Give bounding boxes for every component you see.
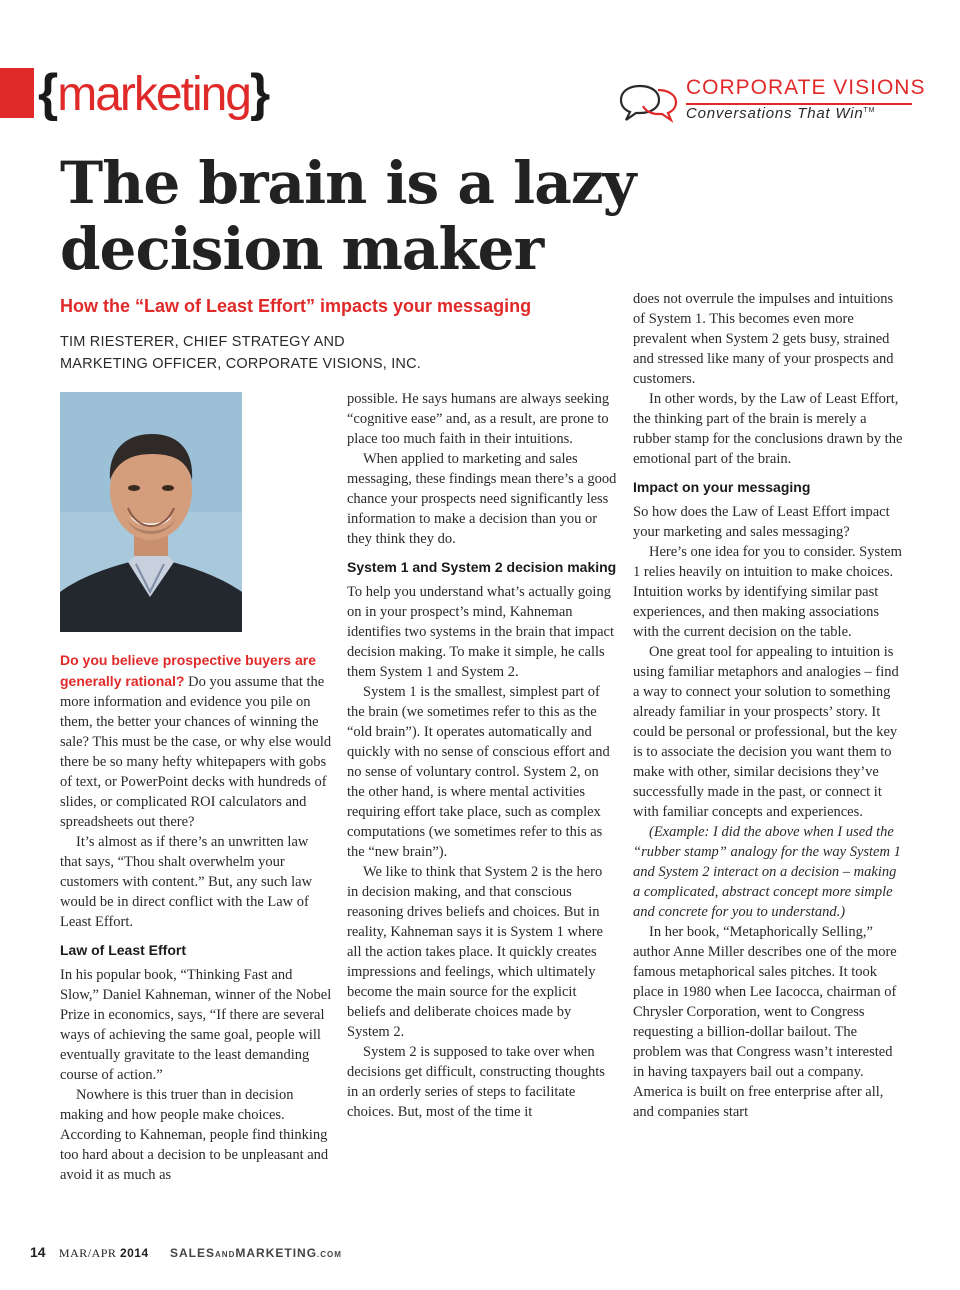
corporate-visions-logo bbox=[618, 76, 926, 136]
site-part-com: .COM bbox=[317, 1250, 342, 1259]
col3-paragraph-7: In her book, “Metaphorically Selling,” author Anne Miller describes one of the more famous metaphorical sales pitches. It took place in 1980 when Lee Iacocca, chairman of Chrysler Corporation, went to Congress requesting a billion-dollar bailout. The problem was that Congress wasn’t interested in having taxpayers bail out a company. America is built on free enterprise after all, and companies start bbox=[633, 924, 897, 1120]
site-part-marketing: MARKETING bbox=[235, 1246, 318, 1260]
intro-body: Do you assume that the more information and evidence you pile on them, the better your chances of winning the sale? This must be the case, or why else would there be so many hefty whitepapers with gobs of text, or PowerPoint decks with hundreds of slides, or complicated ROI calculators and spreadsheets out there? bbox=[60, 674, 332, 830]
logo-brand-text: CORPORATE VISIONS bbox=[686, 76, 926, 99]
col2-paragraph-4: System 1 is the smallest, simplest part of the brain (we sometimes refer to this as the “old brain”). It operates automatically and quickly with no sense of conscious effort and no sense of voluntary control. System 2, on the other hand, is where mental activities requiring effort take place, such as complex computations (we sometimes refer to this as the “new brain”). bbox=[347, 684, 610, 860]
site-part-sales: SALES bbox=[170, 1246, 216, 1260]
site-part-and: AND bbox=[215, 1250, 236, 1259]
byline-line-1: TIM RIESTERER, CHIEF STRATEGY AND bbox=[60, 334, 345, 350]
trademark-mark: TM bbox=[863, 107, 876, 114]
section-label bbox=[38, 58, 269, 130]
article-column-2 bbox=[347, 389, 617, 1122]
intro-paragraph bbox=[60, 650, 332, 832]
col2-paragraph-1: possible. He says humans are always seeking “cognitive ease” and, as a result, are prone to place too much faith in their intuitions. bbox=[347, 391, 610, 447]
issue-date bbox=[59, 1246, 149, 1260]
col2-paragraph-6: System 2 is supposed to take over when decisions get difficult, constructing thoughts in an orderly series of steps to facilitate choices. But, most of the time it bbox=[347, 1044, 605, 1120]
col1-paragraph-3: In his popular book, “Thinking Fast and Slow,” Daniel Kahneman, winner of the Nobel Prize in economics, says, “If there are several ways of achieving the same goal, people will eventually gravitate to the least demanding course of action.” bbox=[60, 967, 332, 1083]
col2-paragraph-2: When applied to marketing and sales messaging, these findings mean there’s a good chance your prospects need significantly less information to make a decision than you or they think they do. bbox=[347, 451, 617, 547]
logo-tagline bbox=[686, 105, 875, 122]
col2-paragraph-5: We like to think that System 2 is the hero in decision making, and that conscious reasoning drives beliefs and choices. But in reality, Kahneman says it is System 1 where all the action takes place. It quickly creates impressions and feelings, which ultimately become the main source for the explicit beliefs and deliberate choices made by System 2. bbox=[347, 864, 603, 1040]
col3-paragraph-4: Here’s one idea for you to consider. System 1 relies heavily on intuition to make choices. Intuition works by identifying similar past experiences, and then making associations with the current decision on the table. bbox=[633, 544, 902, 640]
article-headline: The brain is a lazy decision maker bbox=[60, 149, 636, 283]
impact-on-messaging-heading: Impact on your messaging bbox=[633, 479, 811, 495]
portrait-illustration bbox=[60, 392, 242, 632]
col1-paragraph-2: It’s almost as if there’s an unwritten law that says, “Thou shalt overwhelm your customers with content.” But, any such law would be in direct conflict with the Law of Least Effort. bbox=[60, 834, 313, 930]
issue-month: MAR/APR bbox=[58, 1246, 117, 1260]
col3-paragraph-2: In other words, by the Law of Least Effort, the thinking part of the brain is merely a rubber stamp for the conclusions drawn by the emotional part of the brain. bbox=[633, 391, 903, 467]
page-number: 14 bbox=[30, 1244, 46, 1260]
speech-bubbles-icon bbox=[618, 80, 680, 124]
col3-paragraph-5: One great tool for appealing to intuition is using familiar metaphors and analogies – find a way to connect your solution to something already familiar in your prospects’ story. It could be personal or professional, but the key is to associate the decision you want them to make with other, similar decisions they’ve successfully made in the past, or connect it with familiar concepts and experiences. bbox=[633, 644, 899, 820]
byline-line-2: MARKETING OFFICER, CORPORATE VISIONS, INC. bbox=[60, 356, 421, 372]
law-of-least-effort-heading: Law of Least Effort bbox=[60, 942, 187, 958]
article-subhead: How the “Law of Least Effort” impacts your messaging bbox=[60, 296, 532, 316]
article-column-3 bbox=[633, 289, 905, 1122]
article-column-1 bbox=[60, 650, 332, 1185]
intro-lead-question: Do you believe prospective buyers are generally rational? bbox=[60, 652, 316, 689]
page-footer bbox=[30, 1244, 342, 1261]
left-brace: { bbox=[38, 64, 58, 122]
publication-site bbox=[170, 1246, 342, 1260]
section-tab-bar bbox=[0, 68, 34, 118]
tagline-text: Conversations That Win bbox=[686, 105, 864, 122]
section-word: marketing bbox=[57, 68, 250, 121]
author-byline bbox=[60, 331, 620, 375]
col3-example-paragraph: (Example: I did the above when I used the “rubber stamp” analogy for the way System 1 and System 2 interact on a decision – making a complicated, abstract concept more simple and concrete for you to understand.) bbox=[633, 824, 901, 920]
col1-paragraph-4: Nowhere is this truer than in decision making and how people make choices. According to Kahneman, people find thinking too hard about a decision to be unpleasant and avoid it as much as bbox=[60, 1087, 329, 1183]
col3-paragraph-3: So how does the Law of Least Effort impact your marketing and sales messaging? bbox=[633, 504, 890, 540]
col2-paragraph-3: To help you understand what’s actually going on in your prospect’s mind, Kahneman identifies two systems in the brain that impact decision making. To make it simple, he calls them System 1 and System 2. bbox=[347, 584, 614, 680]
system-1-system-2-heading: System 1 and System 2 decision making bbox=[347, 559, 617, 575]
author-photo bbox=[60, 392, 242, 632]
right-brace: } bbox=[250, 64, 270, 122]
issue-year: 2014 bbox=[119, 1246, 149, 1260]
col3-paragraph-1: does not overrule the impulses and intuitions of System 1. This becomes even more prevalent when System 2 gets busy, strained and stressed like many of your prospects and customers. bbox=[633, 291, 894, 387]
